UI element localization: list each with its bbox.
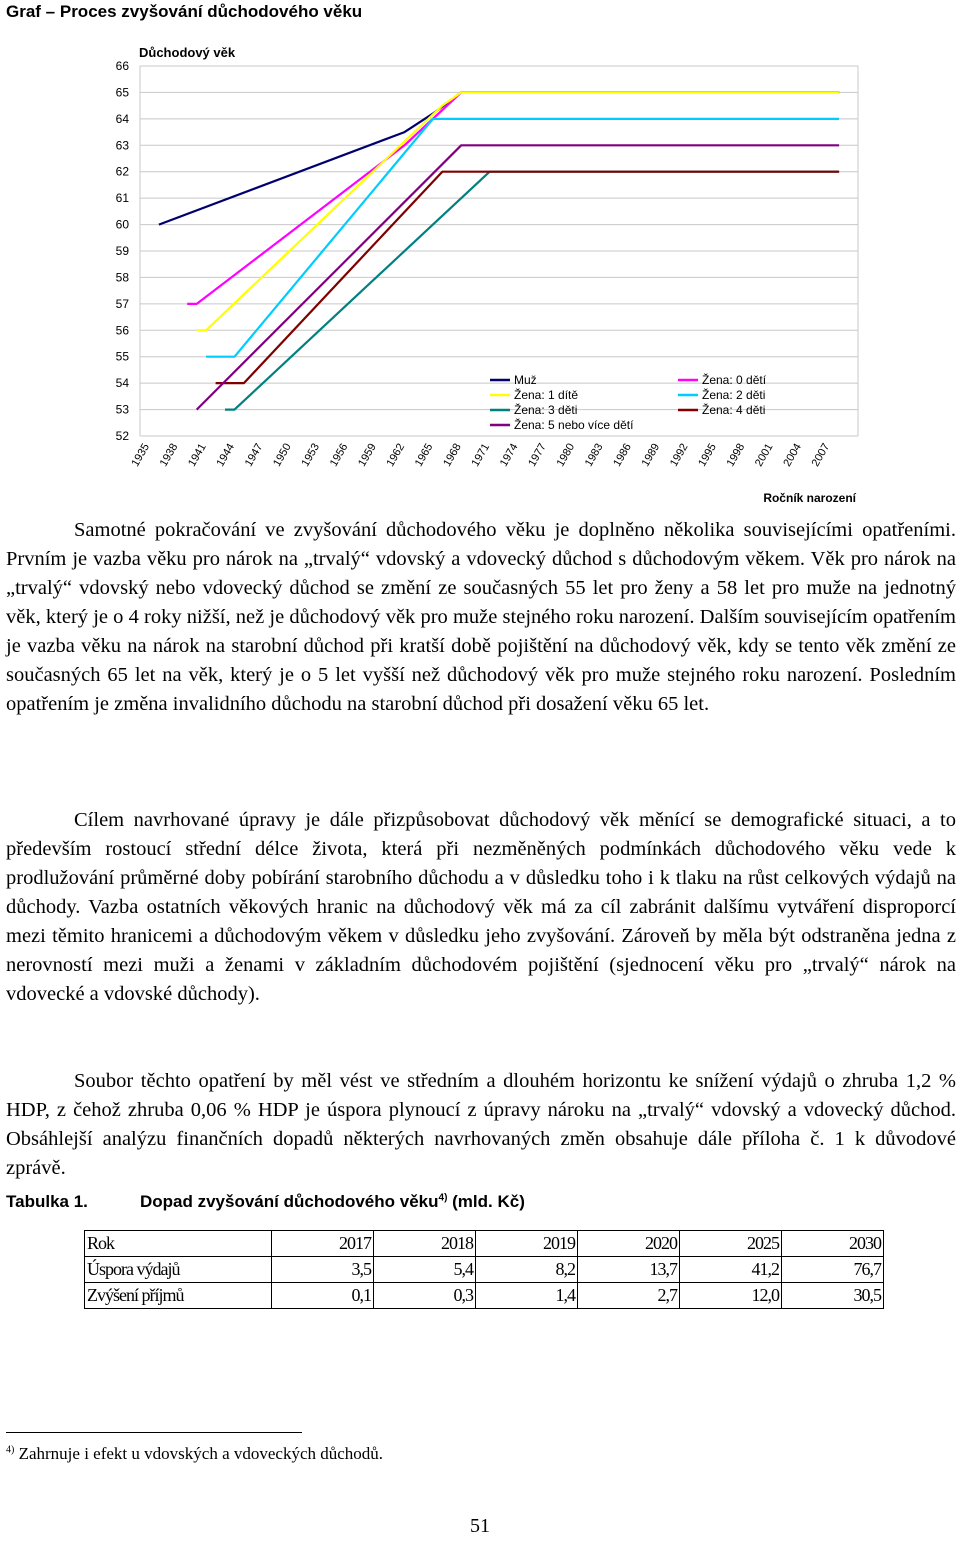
series-line [159, 92, 839, 224]
table-cell: 0,3 [374, 1283, 476, 1309]
x-tick-label: 2001 [752, 441, 776, 469]
x-tick-label: 1992 [667, 441, 691, 469]
legend-label: Žena: 1 dítě [514, 388, 579, 402]
table-cell: 13,7 [578, 1257, 680, 1283]
y-tick-label: 62 [115, 164, 129, 179]
y-tick-label: 56 [115, 323, 129, 338]
x-tick-label: 2004 [781, 441, 804, 469]
table-cell: 2018 [374, 1231, 476, 1257]
table-caption [6, 1192, 525, 1212]
table-row-label: Rok [85, 1231, 272, 1257]
chart-section-title: Graf – Proces zvyšování důchodového věku [6, 2, 363, 21]
x-tick-label: 1944 [214, 441, 238, 469]
x-tick-label: 1986 [611, 441, 634, 469]
x-tick-label: 1950 [271, 441, 294, 469]
legend-label: Žena: 5 nebo více dětí [514, 418, 634, 432]
y-axis-label: Důchodový věk [139, 45, 236, 60]
x-tick-label: 1998 [724, 441, 748, 469]
x-tick-label: 1959 [356, 441, 379, 469]
paragraph-3-text: Soubor těchto opatření by měl vést ve středním a dlouhém horizontu ke snížení výdajů o zhruba 1,2 % HDP, z čehož zhruba 0,06 % HDP je úspora plynoucí z úpravy nároku na „trvalý“ vdovský a vdovecký důchod. Obsáhlejší analýzu finančních dopadů některých navrhovaných změn obsahuje dále příloha č. 1 k důvodové zprávě. [6, 1070, 956, 1179]
chart-legend [490, 372, 767, 432]
x-tick-label: 1935 [129, 441, 153, 469]
x-tick-label: 1953 [299, 441, 323, 469]
table-cell: 30,5 [782, 1283, 884, 1309]
y-tick-label: 57 [115, 296, 129, 311]
legend-label: Žena: 0 dětí [702, 373, 767, 387]
x-axis-ticks [129, 441, 832, 468]
retirement-age-chart [104, 40, 864, 508]
x-tick-label: 1938 [157, 441, 181, 469]
paragraph-2 [6, 806, 956, 1009]
table-title: Dopad zvyšování důchodového věku [140, 1192, 439, 1211]
table-cell: 2030 [782, 1231, 884, 1257]
x-tick-label: 2007 [809, 441, 833, 469]
x-axis-label: Ročník narození [763, 491, 856, 505]
y-tick-label: 64 [115, 111, 129, 126]
y-axis-ticks [116, 59, 130, 443]
table-cell: 2025 [680, 1231, 782, 1257]
x-tick-label: 1983 [582, 441, 606, 469]
x-tick-label: 1965 [412, 441, 436, 469]
x-tick-label: 1947 [242, 441, 266, 469]
x-tick-label: 1968 [441, 441, 464, 469]
table-cell: 8,2 [476, 1257, 578, 1283]
x-tick-label: 1989 [639, 441, 663, 469]
x-tick-label: 1980 [554, 441, 578, 469]
x-tick-label: 1962 [384, 441, 408, 469]
paragraph-1 [6, 516, 956, 719]
y-tick-label: 52 [115, 429, 129, 443]
table-footnote-marker: 4) [438, 1192, 448, 1204]
table-cell: 2019 [476, 1231, 578, 1257]
x-tick-label: 1956 [327, 441, 351, 469]
legend-label: Muž [514, 373, 537, 387]
y-tick-label: 54 [115, 376, 129, 391]
y-tick-label: 59 [115, 244, 129, 258]
footnote-text: Zahrnuje i efekt u vdovských a vdoveckých důchodů. [14, 1444, 384, 1463]
series-line [197, 92, 839, 330]
table-row-label: Úspora výdajů [85, 1257, 272, 1283]
table-row [85, 1283, 884, 1309]
x-tick-label: 1974 [497, 441, 521, 469]
y-tick-label: 53 [115, 402, 129, 417]
table-cell: 2017 [272, 1231, 374, 1257]
y-tick-label: 60 [115, 217, 129, 232]
legend-label: Žena: 2 děti [702, 388, 766, 402]
paragraph-2-text: Cílem navrhované úpravy je dále přizpůsobovat důchodový věk měnící se demografické situaci, a to především rostoucí střední délce života, která při nezměněných podmínkách důchodového věku vede k prodlužování průměrné doby pobírání starobního důchodu a v důsledku toho i k tlaku na růst celkových výdajů na důchody. Vazba ostatních věkových hranic na důchodový věk má za cíl zabránit dalšímu vytváření disproporcí mezi těmito hranicemi a důchodovým věkem v důsledku jeho zvyšování. Zároveň by měla být odstraněna jedna z nerovností mezi muži a ženami v základním důchodovém pojištění (sjednocení věku pro „trvalý“ nárok na vdovecké a vdovské důchody). [6, 809, 956, 1005]
paragraph-3 [6, 1067, 956, 1183]
table-cell: 2,7 [578, 1283, 680, 1309]
table-cell: 41,2 [680, 1257, 782, 1283]
y-tick-label: 63 [115, 138, 129, 153]
table-row-label: Zvýšení příjmů [85, 1283, 272, 1309]
table-cell: 5,4 [374, 1257, 476, 1283]
table-number: Tabulka 1. [6, 1192, 88, 1211]
footnote-marker: 4) [6, 1444, 15, 1456]
y-tick-label: 65 [115, 85, 129, 100]
y-tick-label: 55 [115, 349, 129, 364]
y-tick-label: 58 [115, 270, 129, 285]
table-cell: 1,4 [476, 1283, 578, 1309]
table-cell: 3,5 [272, 1257, 374, 1283]
footnote [6, 1444, 383, 1464]
legend-label: Žena: 3 děti [514, 403, 578, 417]
table-cell: 76,7 [782, 1257, 884, 1283]
y-tick-label: 66 [115, 59, 129, 73]
impact-table [84, 1230, 884, 1309]
y-tick-label: 61 [115, 191, 129, 206]
table-row [85, 1257, 884, 1283]
table-cell: 0,1 [272, 1283, 374, 1309]
x-tick-label: 1941 [186, 441, 209, 469]
table-cell: 12,0 [680, 1283, 782, 1309]
x-tick-label: 1995 [696, 441, 719, 469]
paragraph-1-text: Samotné pokračování ve zvyšování důchodového věku je doplněno několika souvisejícími opatřeními. Prvním je vazba věku pro nárok na „trvalý“ vdovský a vdovecký důchod s důchodovým věkem. Věk pro nárok na „trvalý“ vdovský nebo vdovecký důchod se změní ze současných 55 let pro ženy a 58 let pro muže na jednotný věk, který je o 4 roky nižší, než je důchodový věk pro muže stejného roku narození. Dalším souvisejícím opatřením je vazba věku na nárok na starobní důchod při kratší době pojištění na důchodový věk, kdy se tento věk změní ze současných 65 let na věk, který je o 5 let vyšší než důchodový věk pro muže stejného roku narození. Posledním opatřením je změna invalidního důchodu na starobní důchod při dosažení věku 65 let. [6, 519, 956, 715]
table-row [85, 1231, 884, 1257]
x-tick-label: 1971 [469, 441, 493, 469]
table-unit: (mld. Kč) [447, 1192, 525, 1211]
table-cell: 2020 [578, 1231, 680, 1257]
footnote-divider [6, 1432, 302, 1433]
legend-label: Žena: 4 děti [702, 403, 766, 417]
x-tick-label: 1977 [526, 441, 549, 469]
page-number: 51 [470, 1515, 490, 1537]
